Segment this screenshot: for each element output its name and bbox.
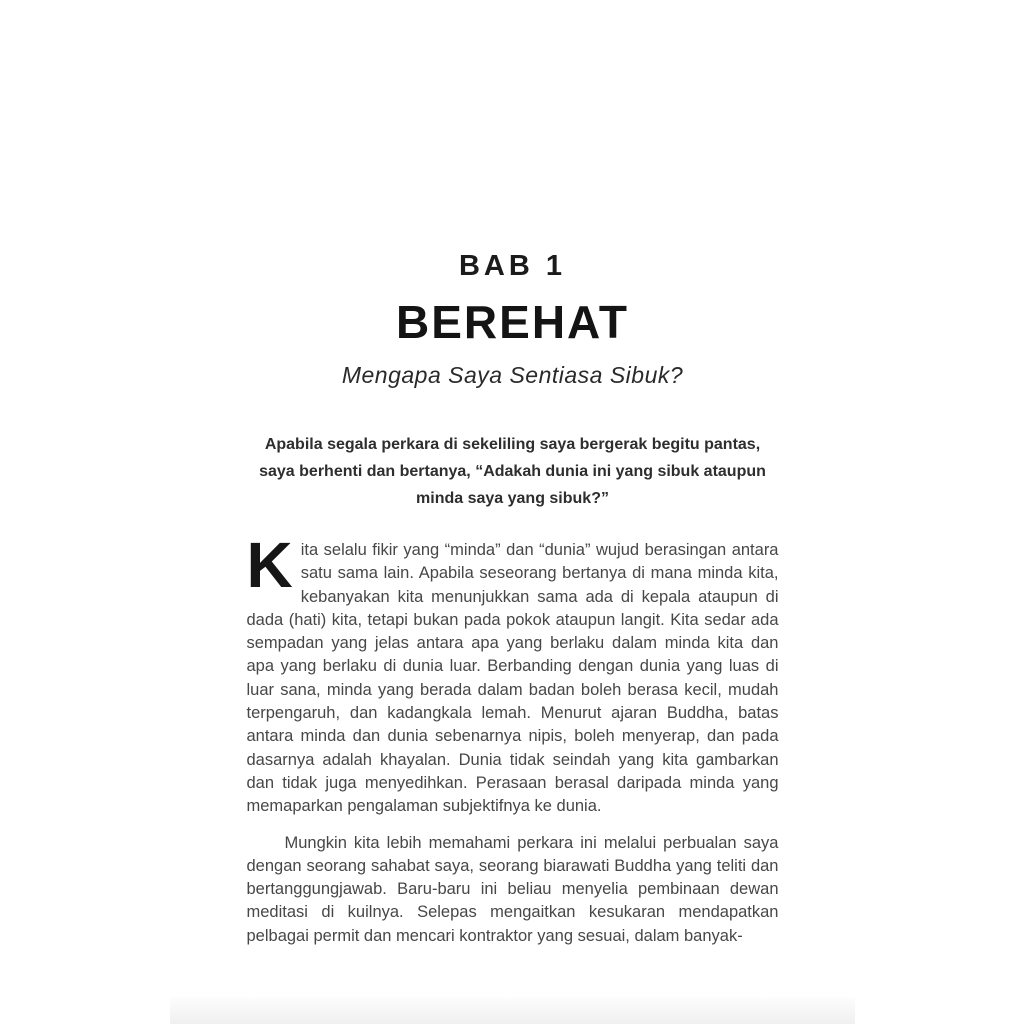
chapter-number: BAB 1 xyxy=(458,250,566,282)
text-column xyxy=(247,0,779,948)
paragraph xyxy=(246,529,779,819)
intro-quote: Apabila segala perkara di sekeliling saya bergerak begitu pantas, saya berhenti dan bertanya, “Adakah dunia ini yang sibuk ataupun minda saya yang sibuk?” xyxy=(259,436,766,507)
chapter-title: BEREHAT xyxy=(396,296,629,348)
chapter-subtitle: Mengapa Saya Sentiasa Sibuk? xyxy=(341,362,684,388)
page-gap-shadow xyxy=(170,997,855,1024)
drop-cap: K xyxy=(246,529,293,601)
book-page xyxy=(170,0,855,997)
paragraph: Mungkin kita lebih memahami perkara ini melalui perbualan saya dengan seorang sahabat saya, seorang biarawati Buddha yang teliti dan bertanggungjawab. Baru-baru ini beliau menyelia pembinaan dewan meditasi di kuilnya. Selepas mengaitkan kesukaran mendapatkan pelbagai permit dan mencari kontraktor yang sesuai, dalam banyak- xyxy=(246,833,779,945)
paragraph-text: ita selalu fikir yang “minda” dan “dunia” wujud berasingan antara satu sama lain. Apabila seseorang bertanya di mana minda kita, kebanyakan kita menunjukkan sama ada di kepala ataupun di dada (hati) kita, tetapi bukan pada pokok ataupun langit. Kita sedar ada sempadan yang jelas antara apa yang berlaku dalam minda kita dan apa yang berlaku di dunia luar. Berbanding dengan dunia yang luas di luar sana, minda yang berada dalam badan boleh berasa kecil, mudah terpengaruh, dan kadangkala lemah. Menurut ajaran Buddha, batas antara minda dan dunia sebenarnya nipis, boleh menyerap, dan pada dasarnya adalah khayalan. Dunia tidak seindah yang kita gambarkan dan tidak juga menyedihkan. Perasaan berasal daripada minda yang memaparkan pengalaman subjektifnya ke dunia. xyxy=(246,541,779,816)
